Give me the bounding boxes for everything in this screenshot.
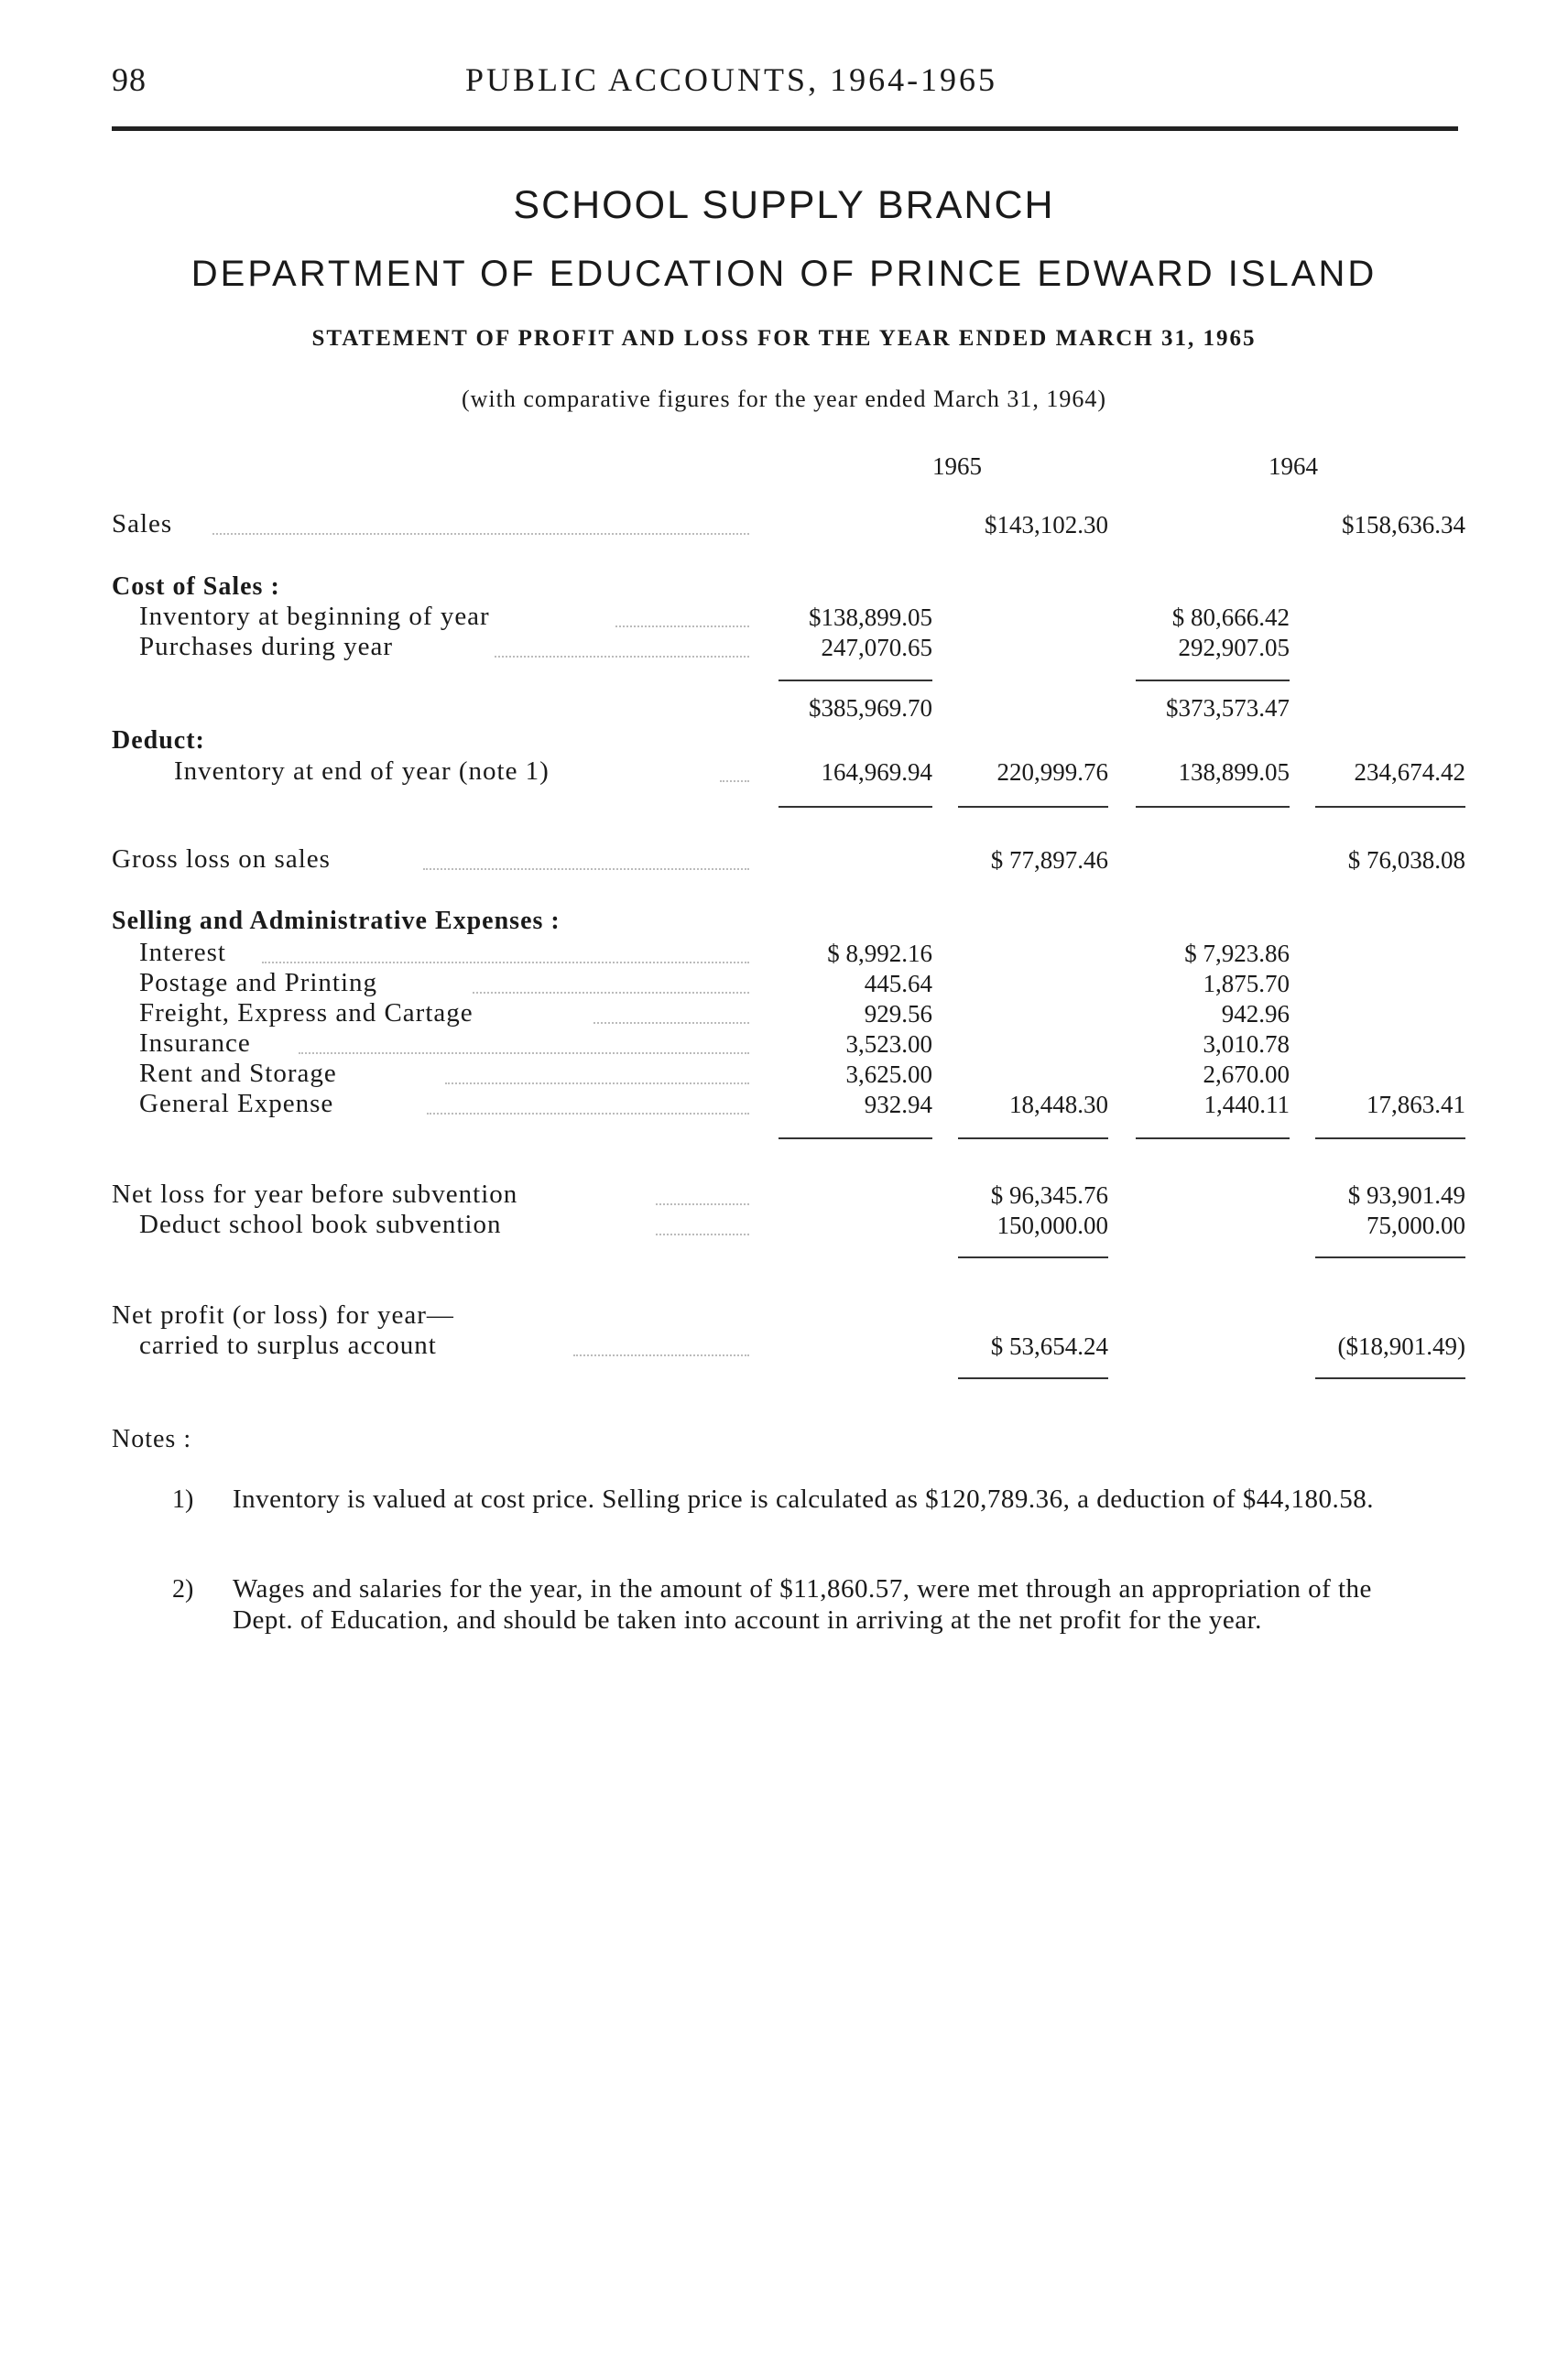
expense-1965: 3,523.00 [845,1030,932,1058]
total-rule [958,1137,1108,1139]
net-loss-1965: $ 96,345.76 [990,1181,1108,1209]
branch-title: SCHOOL SUPPLY BRANCH [513,183,1055,227]
expense-1964: 1,875.70 [1203,970,1290,997]
total-rule [779,1137,932,1139]
gross-loss-label: Gross loss on sales [112,844,331,874]
inventory-end-1965: 164,969.94 [821,758,932,786]
expense-1964: 1,440.11 [1203,1091,1290,1118]
cost-of-sales-heading: Cost of Sales : [112,572,280,601]
inventory-begin-1964: $ 80,666.42 [1171,604,1290,631]
expense-label: Postage and Printing [139,968,378,997]
column-1964: 1964 [1269,452,1318,480]
leader-dots [615,625,749,627]
total-rule [1315,806,1465,808]
expense-label: General Expense [139,1089,334,1118]
cost-of-sales-total-1964: 234,674.42 [1354,758,1465,786]
expense-1965: 929.56 [864,1000,932,1028]
department-title: DEPARTMENT OF EDUCATION OF PRINCE EDWARD ISLAND [191,254,1377,294]
sales-1965: $143,102.30 [985,511,1108,538]
purchases-1965: 247,070.65 [821,634,932,661]
subvention-1964: 75,000.00 [1367,1212,1465,1239]
inventory-end-label: Inventory at end of year (note 1) [174,756,550,786]
expense-1965: $ 8,992.16 [827,940,932,967]
total-rule [1136,806,1290,808]
note-text: Wages and salaries for the year, in the amount of $11,860.57, were met through an appropriation of the Dept. of Education, and should be taken into account in arriving at the net profit for the year. [233,1574,1372,1635]
inventory-end-1964: 138,899.05 [1178,758,1290,786]
expense-1964: 2,670.00 [1203,1060,1290,1088]
total-rule [1136,1137,1290,1139]
deduct-heading: Deduct: [112,726,205,755]
net-profit-1965: $ 53,654.24 [990,1332,1108,1360]
note-number: 1) [172,1485,194,1514]
expense-label: Rent and Storage [139,1059,337,1088]
inventory-begin-label: Inventory at beginning of year [139,602,490,631]
leader-dots [593,1022,749,1024]
subvention-label: Deduct school book subvention [139,1210,502,1239]
page-number: 98 [112,61,147,98]
header-rule [112,126,1458,131]
total-rule [1315,1256,1465,1258]
expense-1964: $ 7,923.86 [1184,940,1290,967]
net-loss-label: Net loss for year before subvention [112,1180,518,1209]
total-rule [958,806,1108,808]
leader-dots [495,656,749,658]
expense-1965: 445.64 [864,970,932,997]
comparative-note: (with comparative figures for the year ended March 31, 1964) [462,386,1106,412]
leader-dots [262,962,749,963]
inventory-begin-1965: $138,899.05 [809,604,932,631]
subtotal-1965: $385,969.70 [809,694,932,722]
expenses-total-1964: 17,863.41 [1367,1091,1465,1118]
net-profit-1964: ($18,901.49) [1337,1332,1465,1360]
expense-1964: 942.96 [1221,1000,1290,1028]
running-title: PUBLIC ACCOUNTS, 1964-1965 [465,61,998,98]
statement-title: STATEMENT OF PROFIT AND LOSS FOR THE YEAR ENDED MARCH 31, 1965 [311,326,1257,351]
sales-1964: $158,636.34 [1342,511,1465,538]
total-rule [1315,1137,1465,1139]
expenses-total-1965: 18,448.30 [1009,1091,1108,1118]
expense-1965: 3,625.00 [845,1060,932,1088]
leader-dots [445,1082,749,1084]
subtotal-rule [779,680,932,681]
total-rule [1315,1377,1465,1379]
sales-label: Sales [112,509,173,538]
leader-dots [212,533,749,535]
leader-dots [573,1354,749,1356]
expense-label: Insurance [139,1028,251,1058]
total-rule [958,1377,1108,1379]
leader-dots [427,1113,749,1115]
gross-loss-1964: $ 76,038.08 [1347,846,1465,874]
expense-1965: 932.94 [864,1091,932,1118]
leader-dots [299,1052,749,1054]
subtotal-rule [1136,680,1290,681]
purchases-1964: 292,907.05 [1178,634,1290,661]
total-rule [779,806,932,808]
net-profit-label-line2: carried to surplus account [139,1331,437,1360]
selling-admin-heading: Selling and Administrative Expenses : [112,907,561,935]
gross-loss-1965: $ 77,897.46 [990,846,1108,874]
subvention-1965: 150,000.00 [996,1212,1108,1239]
notes-heading: Notes : [112,1425,192,1453]
leader-dots [473,992,749,994]
net-profit-label: Net profit (or loss) for year— [112,1300,454,1330]
total-rule [958,1256,1108,1258]
leader-dots [423,868,749,870]
expense-label: Freight, Express and Cartage [139,998,474,1028]
expense-label: Interest [139,938,226,967]
leader-dots [656,1234,749,1235]
subtotal-1964: $373,573.47 [1166,694,1290,722]
purchases-label: Purchases during year [139,632,394,661]
note-text: Inventory is valued at cost price. Selling price is calculated as $120,789.36, a deduction of $44,180.58. [233,1485,1375,1514]
column-1965: 1965 [932,452,982,480]
leader-dots [656,1203,749,1205]
note-number: 2) [172,1575,194,1604]
cost-of-sales-total-1965: 220,999.76 [996,758,1108,786]
net-loss-1964: $ 93,901.49 [1347,1181,1465,1209]
expense-1964: 3,010.78 [1203,1030,1290,1058]
